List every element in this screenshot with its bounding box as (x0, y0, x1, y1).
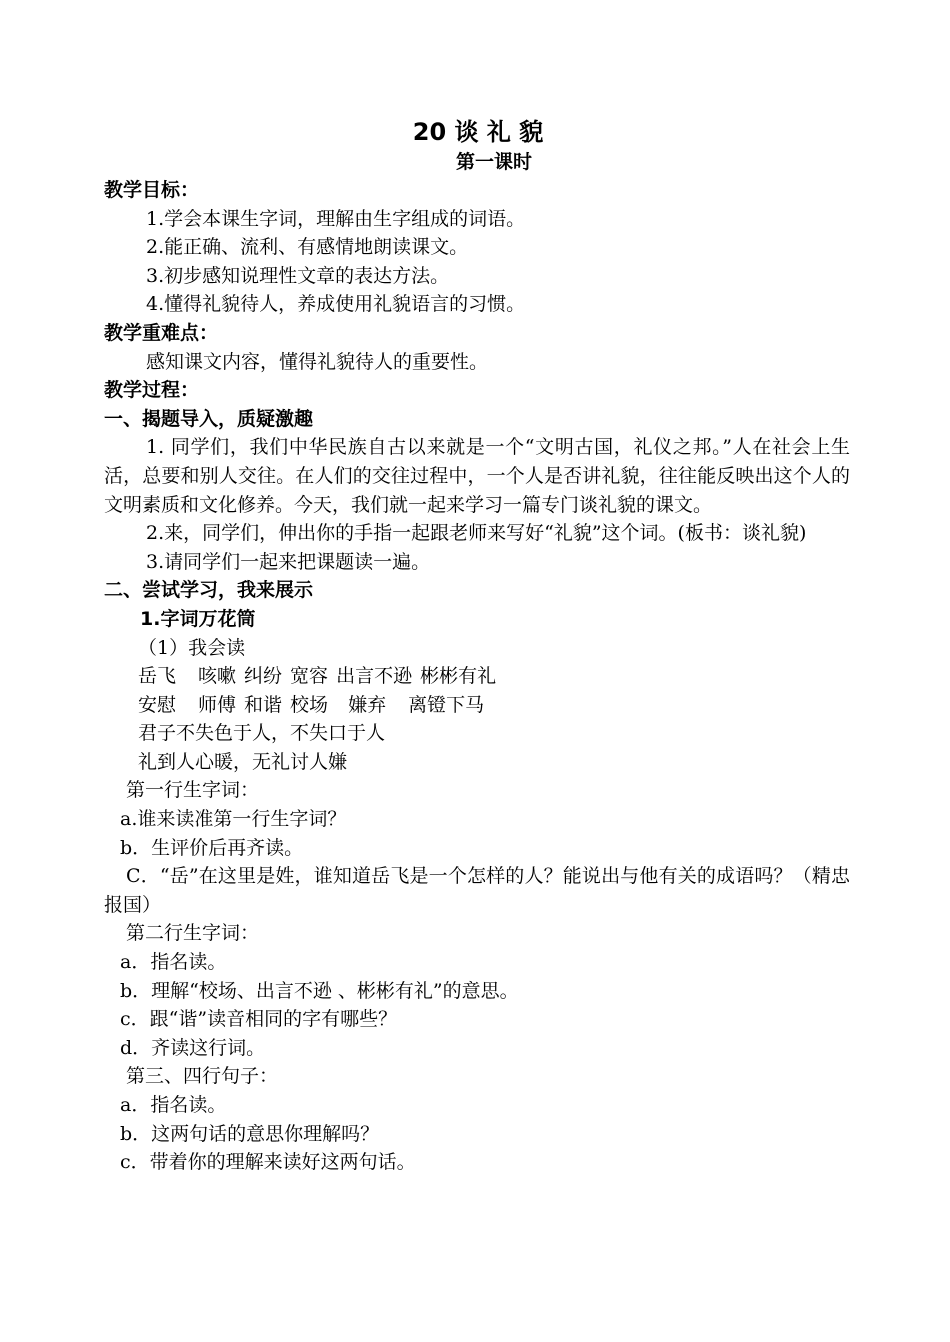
key-points-heading: 教学重难点： (104, 321, 219, 344)
row2-step-a: a．指名读。 (120, 951, 227, 974)
section1-paragraph-2: 2.来，同学们，伸出你的手指一起跟老师来写好“礼貌”这个词。(板书：谈礼貌) (146, 522, 807, 545)
vocab-word: 校场 (290, 693, 329, 716)
goal-item: 1.学会本课生字词，理解由生字组成的词语。 (146, 207, 526, 230)
vocab-word: 咳嗽 (198, 665, 237, 688)
section1-heading: 一、揭题导入，质疑激趣 (104, 407, 314, 430)
vocab-word: 纠纷 (244, 665, 283, 688)
vocab-word: 岳飞 (138, 665, 177, 688)
section1-paragraph-1: 1. 同学们，我们中华民族自古以来就是一个“文明古国，礼仪之邦。”人在社会上生活，总要和别人交往。在人们的交往过程中，一个人是否讲礼貌，往往能反映出这个人的文明素质和文化修养。今天，我们就一起来学习一篇专门谈礼貌的课文。 (104, 436, 850, 516)
vocab-word: 彬彬有礼 (420, 665, 497, 688)
section2-heading: 二、尝试学习，我来展示 (104, 579, 314, 602)
section2-sub-heading: 1.字词万花筒 (140, 607, 256, 630)
row1-step-a: a.谁来读准第一行生字词？ (120, 808, 347, 831)
row34-step-b: b．这两句话的意思你理解吗？ (120, 1122, 380, 1145)
vocab-word: 离镫下马 (408, 693, 485, 716)
vocab-word: 嫌弃 (348, 693, 387, 716)
vocab-word: 出言不逊 (336, 665, 413, 688)
row2-step-c: c．跟“谐”读音相同的字有哪些？ (120, 1008, 398, 1031)
process-heading: 教学过程： (104, 379, 200, 402)
row2-step-d: d．齐读这行词。 (120, 1036, 266, 1059)
row1-label: 第一行生字词： (126, 779, 260, 802)
sentence-2: 礼到人心暖，无礼讨人嫌 (138, 750, 348, 773)
row2-step-b: b．理解“校场、出言不逊 、彬彬有礼”的意思。 (120, 979, 519, 1002)
row2-label: 第二行生字词： (126, 922, 260, 945)
row34-step-c: c．带着你的理解来读好这两句话。 (120, 1151, 416, 1174)
row1-step-c: C．“岳”在这里是姓，谁知道岳飞是一个怎样的人？能说出与他有关的成语吗？（精忠报国） (104, 865, 850, 916)
document-page (104, 116, 850, 1177)
goal-item: 4.懂得礼貌待人，养成使用礼貌语言的习惯。 (146, 293, 526, 316)
word-row-2 (104, 691, 850, 720)
goals-heading: 教学目标： (104, 179, 200, 201)
goal-item: 2.能正确、流利、有感情地朗读课文。 (146, 236, 469, 259)
key-points-text: 感知课文内容，懂得礼貌待人的重要性。 (146, 350, 489, 373)
reading-label: （1）我会读 (138, 636, 246, 659)
goal-item: 3.初步感知说理性文章的表达方法。 (146, 264, 450, 287)
vocab-word: 师傅 (198, 693, 237, 716)
section1-paragraph-3: 3.请同学们一起来把课题读一遍。 (146, 550, 431, 573)
row34-label: 第三、四行句子： (126, 1065, 279, 1088)
row1-step-b: b．生评价后再齐读。 (120, 836, 304, 859)
vocab-word: 安慰 (138, 693, 177, 716)
page-title: 20 谈 礼 貌 (412, 118, 544, 146)
row34-step-a: a．指名读。 (120, 1094, 227, 1116)
vocab-word: 和谐 (244, 693, 283, 716)
sentence-1: 君子不失色于人，不失口于人 (138, 722, 386, 745)
lesson-period: 第一课时 (455, 151, 532, 173)
vocab-word: 宽容 (290, 665, 329, 688)
word-row-1 (104, 662, 850, 691)
